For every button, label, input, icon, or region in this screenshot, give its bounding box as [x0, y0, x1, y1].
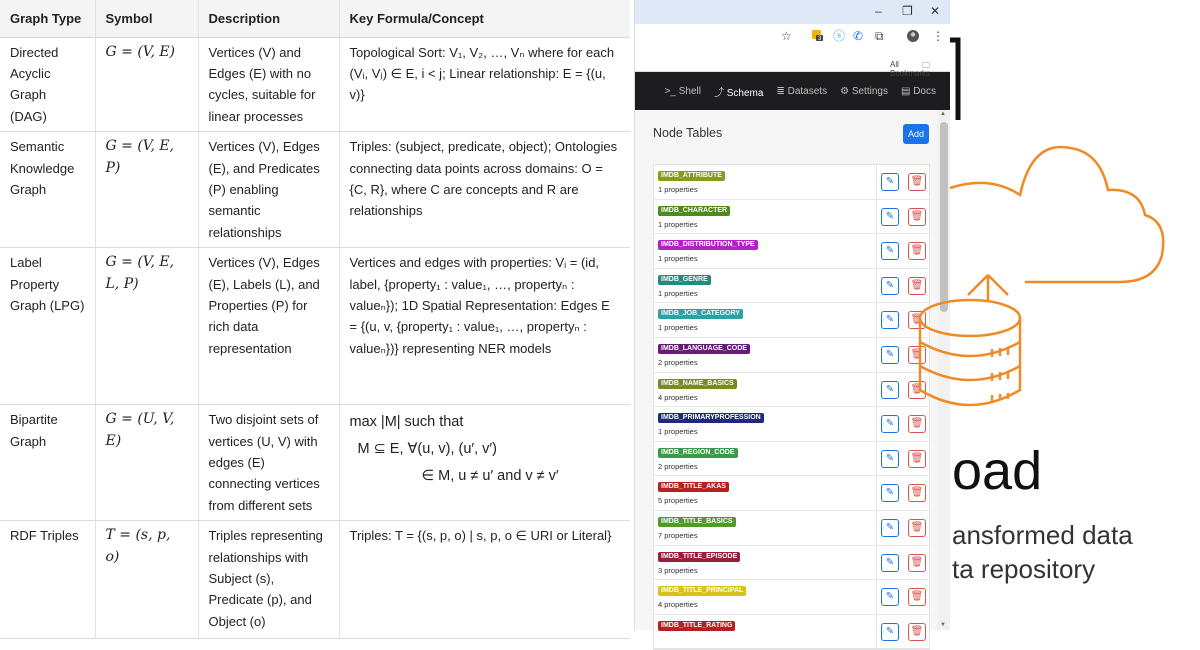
- delete-node-button[interactable]: [908, 484, 926, 502]
- table-row: [0, 132, 630, 248]
- pencil-icon: ✎: [885, 556, 895, 568]
- pencil-icon: ✎: [885, 452, 895, 464]
- pencil-icon: ✎: [885, 348, 895, 360]
- pencil-icon: ✎: [885, 418, 895, 430]
- node-property-count: 4 properties: [658, 600, 698, 610]
- node-table-row[interactable]: [654, 442, 929, 477]
- node-table-row[interactable]: [654, 373, 929, 408]
- node-table-label: IMDB_TITLE_RATING: [658, 621, 735, 631]
- profile-avatar-icon[interactable]: [907, 30, 919, 45]
- pencil-icon: ✎: [885, 245, 895, 257]
- description-cell: Vertices (V), Edges (E), Labels (L), and Properties (P) for rich data representation: [198, 248, 339, 405]
- node-table-row[interactable]: [654, 338, 929, 373]
- pencil-icon: ✎: [885, 279, 895, 291]
- edit-node-button[interactable]: [881, 450, 899, 468]
- restore-button[interactable]: ❐: [902, 4, 913, 18]
- description-cell: Vertices (V), Edges (E), and Predicates (P) enabling semantic relationships: [198, 132, 339, 248]
- panel-title: Node Tables: [653, 126, 723, 140]
- tracking-icon[interactable]: ✆: [853, 29, 864, 43]
- delete-node-button[interactable]: [908, 519, 926, 537]
- browser-window: [634, 0, 950, 637]
- formula-line: M ⊆ E, ∀(u, v), (u′, v′): [357, 441, 497, 458]
- row-divider: [876, 200, 877, 234]
- trash-icon: 🗑: [910, 591, 924, 603]
- scroll-up-arrow-icon[interactable]: ▲: [940, 111, 946, 117]
- row-divider: [876, 234, 877, 268]
- node-table-label: IMDB_CHARACTER: [658, 206, 730, 216]
- delete-node-button[interactable]: [908, 173, 926, 191]
- node-property-count: 1 properties: [658, 254, 698, 264]
- node-tables-panel: [635, 110, 937, 637]
- node-table-label: IMDB_GENRE: [658, 275, 711, 285]
- delete-node-button[interactable]: [908, 277, 926, 295]
- bookmarks-bar: [635, 50, 950, 78]
- all-bookmarks-label: All Bookmarks: [890, 60, 931, 78]
- node-table-label: IMDB_TITLE_AKAS: [658, 482, 729, 492]
- column-header: Symbol: [95, 0, 198, 37]
- symbol-cell: G = (U, V, E): [95, 405, 198, 521]
- graph-type-cell: RDF Triples: [0, 521, 95, 639]
- trash-icon: 🗑: [910, 556, 924, 568]
- symbol-cell: G = (V, E): [95, 37, 198, 132]
- edit-node-button[interactable]: [881, 415, 899, 433]
- trash-icon: 🗑: [910, 383, 924, 395]
- database-icon: ≣: [776, 85, 788, 97]
- extensions-puzzle-icon[interactable]: ⧉: [875, 29, 884, 43]
- terminal-icon: >_: [664, 85, 679, 97]
- symbol-cell: G = (V, E, L, P): [95, 248, 198, 405]
- row-divider: [876, 615, 877, 649]
- trash-icon: 🗑: [910, 487, 924, 499]
- address-toolbar: [635, 24, 950, 50]
- edit-node-button[interactable]: [881, 277, 899, 295]
- pencil-icon: ✎: [885, 314, 895, 326]
- node-table-row[interactable]: [654, 165, 929, 200]
- cloud-upload-database-icon: [950, 0, 1200, 420]
- nav-schema[interactable]: [714, 84, 763, 99]
- node-property-count: 1 properties: [658, 427, 698, 437]
- edit-node-button[interactable]: [881, 208, 899, 226]
- delete-node-button[interactable]: [908, 415, 926, 433]
- folder-icon: 🗀: [922, 61, 930, 70]
- pencil-icon: ✎: [885, 176, 895, 187]
- node-table-label: IMDB_PRIMARYPROFESSION: [658, 413, 764, 423]
- close-window-button[interactable]: ✕: [930, 4, 941, 18]
- row-divider: [876, 338, 877, 372]
- node-property-count: 1 properties: [658, 323, 698, 333]
- node-table-label: IMDB_LANGUAGE_CODE: [658, 344, 750, 354]
- formula-line: max |M| such that: [349, 414, 464, 431]
- node-table-label: IMDB_TITLE_EPISODE: [658, 552, 740, 562]
- nav-shell[interactable]: [665, 86, 701, 97]
- trash-icon: 🗑: [910, 314, 924, 326]
- node-property-count: 1 properties: [658, 288, 698, 298]
- node-table-row[interactable]: [654, 200, 929, 235]
- pencil-icon: ✎: [885, 625, 895, 637]
- edit-node-button[interactable]: [881, 588, 899, 606]
- slide-subtitle-line: ta repository: [952, 554, 1096, 584]
- graph-type-cell: Semantic Knowledge Graph: [0, 132, 95, 248]
- nav-schema-label: Schema: [726, 87, 764, 99]
- browser-menu-icon[interactable]: ⋮: [932, 29, 944, 43]
- table-row: [0, 37, 630, 132]
- graph-type-cell: Directed Acyclic Graph (DAG): [0, 37, 95, 132]
- skype-icon[interactable]: ⓢ: [833, 29, 846, 43]
- trash-icon: 🗑: [910, 210, 924, 222]
- slide-title: oad: [952, 441, 1043, 501]
- add-node-table-button[interactable]: Add: [903, 124, 929, 144]
- node-table-label: IMDB_TITLE_BASICS: [658, 517, 736, 527]
- column-header: Description: [198, 0, 339, 37]
- node-table-row[interactable]: [654, 580, 929, 615]
- row-divider: [876, 546, 877, 580]
- nav-settings[interactable]: [840, 86, 888, 97]
- pencil-icon: ✎: [885, 487, 895, 499]
- delete-node-button[interactable]: [908, 311, 926, 329]
- edit-node-button[interactable]: [881, 554, 899, 572]
- trash-icon: 🗑: [910, 521, 924, 533]
- symbol-cell: G = (V, E, P): [95, 132, 198, 248]
- graph-type-cell: Bipartite Graph: [0, 405, 95, 521]
- row-divider: [876, 269, 877, 303]
- row-divider: [876, 373, 877, 407]
- edit-node-button[interactable]: [881, 242, 899, 260]
- row-divider: [876, 511, 877, 545]
- window-titlebar: [635, 0, 950, 24]
- formula-cell: [339, 405, 630, 521]
- pencil-icon: ✎: [885, 521, 895, 533]
- trash-icon: 🗑: [910, 176, 924, 187]
- trash-icon: 🗑: [910, 452, 924, 464]
- docs-icon: ▤: [900, 85, 914, 97]
- node-property-count: 4 properties: [658, 392, 698, 402]
- address-bar[interactable]: [635, 27, 803, 47]
- node-table-row[interactable]: [654, 269, 929, 304]
- delete-node-button[interactable]: [908, 450, 926, 468]
- node-table-row[interactable]: [654, 546, 929, 581]
- delete-node-button[interactable]: [908, 381, 926, 399]
- node-table-row[interactable]: [654, 476, 929, 511]
- node-table-row[interactable]: [654, 234, 929, 269]
- formula-cell: Topological Sort: V₁, V₂, …, Vₙ where for each (Vᵢ, Vⱼ) ∈ E, i < j; Linear relationship: E = {(u, v)}: [339, 37, 630, 132]
- scroll-down-arrow-icon[interactable]: ▼: [940, 622, 946, 628]
- formula-cell: Triples: (subject, predicate, object); Ontologies connecting data points across domains: O = {C, R}, where C are concepts and R are relationships: [339, 132, 630, 248]
- nav-datasets-label: Datasets: [787, 85, 828, 97]
- row-divider: [876, 580, 877, 614]
- edit-node-button[interactable]: [881, 346, 899, 364]
- formula-cell: Triples: T = {(s, p, o) | s, p, o ∈ URI or Literal}: [339, 521, 630, 639]
- column-header: Graph Type: [0, 0, 95, 37]
- table-row: [0, 521, 630, 639]
- row-divider: [876, 442, 877, 476]
- formula-cell: Vertices and edges with properties: Vᵢ = (id, label, {property₁ : value₁, …, propertyₙ : valueₙ}); 1D Spatial Representation: Edges E = {(u, v, {property₁ : value₁, …, propertyₙ : valueₙ})} representing NER models: [339, 248, 630, 405]
- scrollbar[interactable]: [937, 110, 951, 630]
- table-row: [0, 405, 630, 521]
- trash-icon: 🗑: [910, 279, 924, 291]
- minimize-button[interactable]: –: [875, 4, 882, 18]
- node-table-label: IMDB_JOB_CATEGORY: [658, 309, 743, 319]
- graph-type-cell: Label Property Graph (LPG): [0, 248, 95, 405]
- node-table-row[interactable]: [654, 407, 929, 442]
- delete-node-button[interactable]: [908, 208, 926, 226]
- edit-node-button[interactable]: [881, 311, 899, 329]
- node-table-row[interactable]: [654, 303, 929, 338]
- slide-subtitle-line: ansformed data: [952, 520, 1133, 550]
- pencil-icon: ✎: [885, 210, 895, 222]
- delete-node-button[interactable]: [908, 588, 926, 606]
- symbol-cell: T = (s, p, o): [95, 521, 198, 639]
- gear-icon: ⚙: [840, 85, 852, 97]
- node-property-count: 1 properties: [658, 185, 698, 194]
- schema-icon: ⤴: [713, 87, 727, 99]
- edit-node-button[interactable]: [881, 381, 899, 399]
- edit-node-button[interactable]: [881, 519, 899, 537]
- node-table-row[interactable]: [654, 511, 929, 546]
- trash-icon: 🗑: [910, 348, 924, 360]
- extension-count-badge: 3: [818, 36, 822, 42]
- delete-node-button[interactable]: [908, 623, 926, 641]
- trash-icon: 🗑: [910, 418, 924, 430]
- browser-chrome: [635, 0, 950, 78]
- nav-docs-label: Docs: [913, 85, 936, 97]
- delete-node-button[interactable]: [908, 346, 926, 364]
- nav-docs[interactable]: [901, 86, 936, 97]
- table-row: [0, 248, 630, 405]
- description-cell: Triples representing relationships with Subject (s), Predicate (p), and Object (o): [198, 521, 339, 639]
- table-header-row: [0, 0, 630, 37]
- node-table-label: IMDB_ATTRIBUTE: [658, 171, 725, 181]
- row-divider: [876, 165, 877, 199]
- pencil-icon: ✎: [885, 591, 895, 603]
- row-divider: [876, 407, 877, 441]
- node-property-count: 5 properties: [658, 496, 698, 506]
- bookmark-star-icon[interactable]: ☆: [781, 29, 792, 43]
- row-divider: [876, 476, 877, 510]
- edit-node-button[interactable]: [881, 173, 899, 191]
- node-table-label: IMDB_REGION_CODE: [658, 448, 738, 458]
- node-property-count: 7 properties: [658, 530, 698, 540]
- trash-icon: 🗑: [910, 245, 924, 257]
- node-property-count: 3 properties: [658, 565, 698, 575]
- column-header: Key Formula/Concept: [339, 0, 630, 37]
- nav-settings-label: Settings: [851, 85, 888, 97]
- node-property-count: 2 properties: [658, 357, 698, 367]
- node-table-list: [653, 164, 930, 650]
- description-cell: Vertices (V) and Edges (E) with no cycles, suitable for linear processes: [198, 37, 339, 132]
- nav-shell-label: Shell: [678, 85, 701, 97]
- node-property-count: 2 properties: [658, 461, 698, 471]
- nav-datasets[interactable]: [776, 86, 827, 97]
- scrollbar-thumb[interactable]: [940, 122, 948, 312]
- node-table-label: IMDB_NAME_BASICS: [658, 379, 737, 389]
- node-table-label: IMDB_TITLE_PRINCIPAL: [658, 586, 746, 596]
- delete-node-button[interactable]: [908, 554, 926, 572]
- edit-node-button[interactable]: [881, 623, 899, 641]
- edit-node-button[interactable]: [881, 484, 899, 502]
- node-table-label: IMDB_DISTRIBUTION_TYPE: [658, 240, 758, 250]
- node-table-row[interactable]: [654, 615, 929, 650]
- trash-icon: 🗑: [910, 625, 924, 637]
- row-divider: [876, 303, 877, 337]
- load-slide-panel: [950, 0, 1200, 630]
- description-cell: Two disjoint sets of vertices (U, V) with edges (E) connecting vertices from different sets: [198, 405, 339, 521]
- node-property-count: 1 properties: [658, 219, 698, 229]
- pencil-icon: ✎: [885, 383, 895, 395]
- formula-line: ∈ M, u ≠ u′ and v ≠ v′: [421, 468, 559, 485]
- delete-node-button[interactable]: [908, 242, 926, 260]
